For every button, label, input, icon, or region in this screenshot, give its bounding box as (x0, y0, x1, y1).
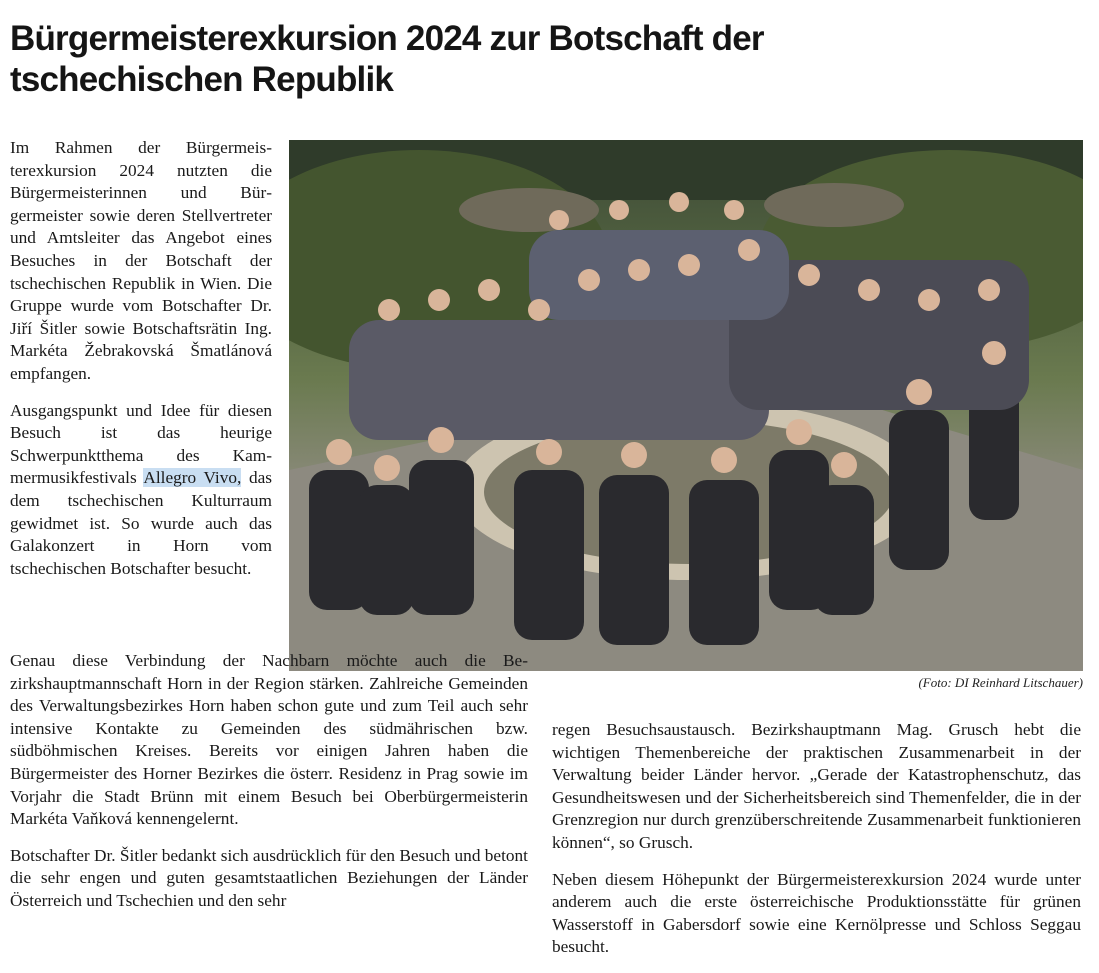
group-photo-illustration (289, 140, 1083, 671)
paragraph-2 (10, 400, 272, 581)
paragraph-6: Neben diesem Höhepunkt der Bürgermeisterexkursion 2024 wurde unter anderem auch die erste österreichische Produktionsstätte für grünen Wasserstoff in Gabersdorf sowie eine Kernölpresse und Schloss Seggau besucht. (552, 869, 1081, 957)
paragraph-2-end: das dem tschechischen Kulturraum gewidmet ist. So wurde auch das Galakonzert in Horn vom tschechischen Botschafter besucht. (10, 468, 273, 578)
paragraph-5: regen Besuchsaustausch. Bezirkshauptmann Mag. Grusch hebt die wichtigen Themenbereiche der praktischen Zusammenarbeit in der Verwaltung beider Länder hervor. „Gerade der Katastrophenschutz, das Gesundheitswesen und der Sicherheitsbereich sind Themenfelder, die in der Grenzregion nur durch grenzüberschreitende Zusammenarbeit funktionieren können“, so Grusch. (552, 720, 1081, 852)
paragraph-3: Genau diese Verbindung der Nachbarn möchte auch die Bezirkshauptmannschaft Horn in der Region stärken. Zahlreiche Gemeinden des Verwaltungsbezirkes Horn haben schon gute und zum Teil auch sehr intensive Kontakte zu Gemeinden des südmährischen bzw. südböhmischen Kreises. Bereits vor einigen Jahren haben die Bürgermeister des Horner Bezirkes die österr. Residenz in Prag sowie im Vorjahr die Stadt Brünn mit einem Besuch bei Oberbürgermeisterin Markéta Vaňková kennengelernt. (10, 651, 528, 829)
headline-line-1: Bürgermeisterexkursion 2024 zur Botschaft der (10, 19, 764, 58)
paragraph-4: Botschafter Dr. Šitler bedankt sich ausdrücklich für den Besuch und betont die sehr engen und guten gesamtstaatlichen Beziehungen der Länder Österreich und Tschechien und den sehr (10, 845, 528, 910)
left-column-bottom (10, 650, 528, 927)
photo-caption: (Foto: DI Reinhard Litschauer) (918, 675, 1083, 690)
headline-line-2: tschechischen Republik (10, 60, 394, 99)
highlighted-festival-name: Allegro Vivo, (143, 468, 242, 488)
article-headline (10, 18, 1090, 100)
paragraph-2-start: Ausgangspunkt und Idee für diesen Besuch ist das heurige Schwerpunktthema des Kammermusikfestivals (10, 400, 272, 488)
paragraph-1: Im Rahmen der Bürgermeisterexkursion 2024 nutzten die Bürgermeisterinnen und Bürgermeister sowie deren Stellvertreter und Amtsleiter das Angebot eines Besuches in der Botschaft der tschechischen Republik in Wien. Die Gruppe wurde vom Botschafter Dr. Jiří Šitler sowie Botschaftsrätin Ing. Markéta Žebrakovská Šmatlánová empfangen. (10, 138, 272, 383)
left-column-top (10, 137, 272, 594)
right-column (552, 719, 1081, 973)
group-photo (289, 140, 1083, 671)
